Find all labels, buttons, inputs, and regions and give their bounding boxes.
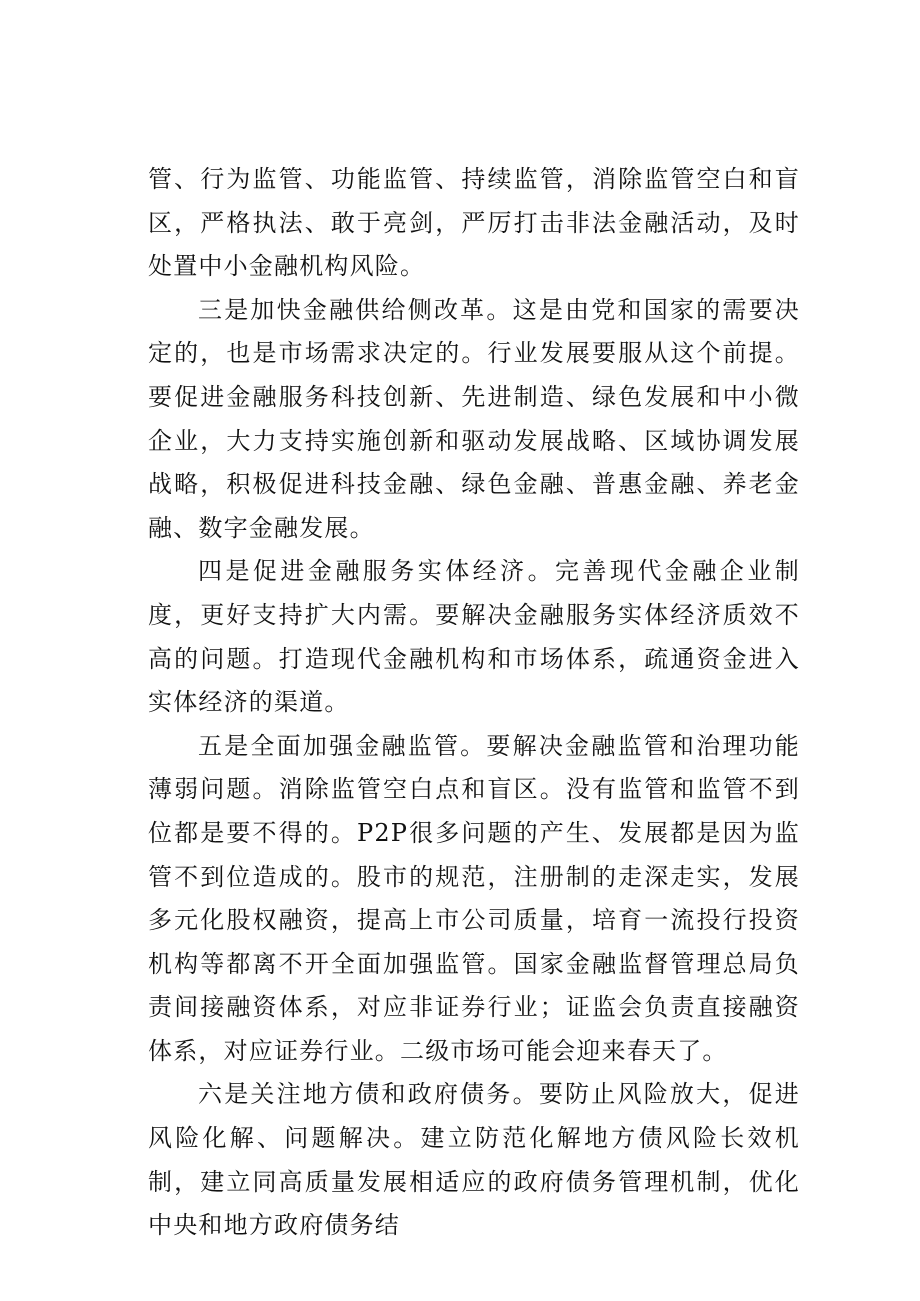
paragraph-continuation-regulation: 管、行为监管、功能监管、持续监管，消除监管空白和盲区，严格执法、敢于亮剑，严厉打击非法金融活动，及时处置中小金融机构风险。 — [148, 165, 800, 281]
paragraph-point-three: 三是加快金融供给侧改革。这是由党和国家的需要决定的，也是市场需求决定的。行业发展要服从这个前提。要促进金融服务科技创新、先进制造、绿色发展和中小微企业，大力支持实施创新和驱动发展战略、区域协调发展战略，积极促进科技金融、绿色金融、普惠金融、养老金融、数字金融发展。 — [148, 295, 800, 542]
paragraph-point-six: 六是关注地方债和政府债务。要防止风险放大，促进风险化解、问题解决。建立防范化解地方债风险长效机制，建立同高质量发展相适应的政府债务管理机制，优化中央和地方政府债务结 — [148, 1080, 800, 1240]
paragraph-point-four: 四是促进金融服务实体经济。完善现代金融企业制度，更好支持扩大内需。要解决金融服务实体经济质效不高的问题。打造现代金融机构和市场体系，疏通资金进入实体经济的渠道。 — [148, 557, 800, 717]
document-body — [148, 158, 800, 1248]
paragraph-point-five: 五是全面加强金融监管。要解决金融监管和治理功能薄弱问题。消除监管空白点和盲区。没有监管和监管不到位都是要不得的。P2P很多问题的产生、发展都是因为监管不到位造成的。股市的规范，注册制的走深走实，发展多元化股权融资，提高上市公司质量，培育一流投行投资机构等都离不开全面加强监管。国家金融监督管理总局负责间接融资体系，对应非证券行业；证监会负责直接融资体系，对应证券行业。二级市场可能会迎来春天了。 — [148, 731, 800, 1065]
